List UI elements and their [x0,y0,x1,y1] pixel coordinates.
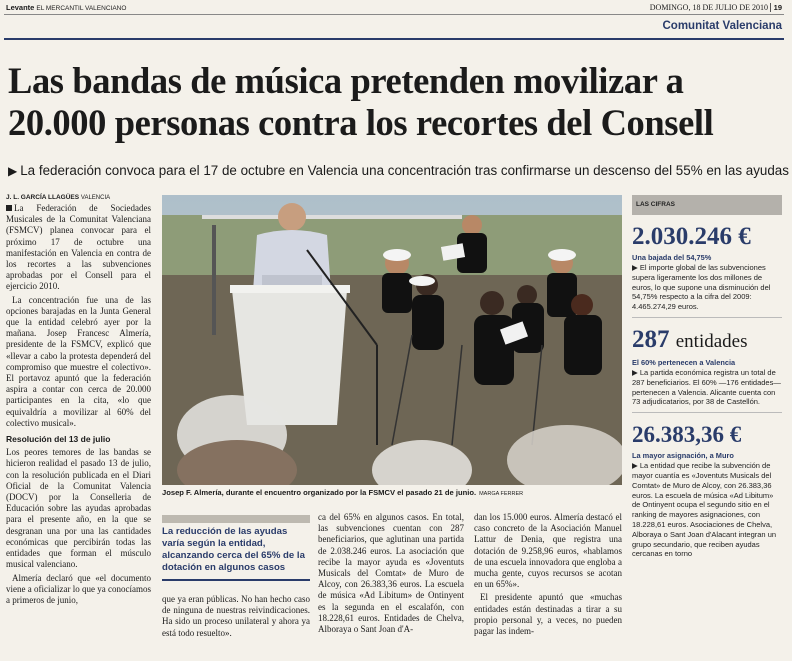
article-column-2 [162,594,310,641]
subheadline: ▶ La federación convoca para el 17 de octubre en Valencia una concentración tras confirmarse un descenso del 55% en las ayudas [8,163,789,178]
figure-subtitle: La mayor asignación, a Muro [632,451,734,461]
headline-line-1: Las bandas de música pretenden movilizar a [8,60,684,101]
newspaper-subtitle: EL MERCANTIL VALENCIANO [36,5,127,12]
article-photo [162,195,622,485]
figure-entities: 287 entidades [632,325,748,353]
pull-quote [162,515,310,581]
issue-date: DOMINGO, 18 DE JULIO DE 2010 [649,3,768,12]
figure-text: ▶ La partida económica registra un total de 287 beneficiarios. El 60% —176 entidades— pertenecen a Valencia. Alicante cuenta con 73 adjudicatarios, por 38 de Castellón. [632,367,781,407]
paragraph: El presidente apuntó que «muchas entidades están destinadas a tirar a su propio personal y, a veces, no pueden pagar las indem- [474,592,622,637]
section-title: Comunitat Valenciana [662,20,782,32]
article-column-3 [318,512,464,637]
play-arrow-icon: ▶ [632,461,640,471]
byline: J. L. GARCÍA LLAGÜES VALENCIA [6,194,111,201]
paragraph: Los peores temores de las bandas se hicieron realidad el pasado 13 de julio, con la resolución publicada en el Diari Oficial de la Comunitat Valencia (DOCV) por la Conselleria de Educación sobre las ayudas aprobadas para el presente año, en la que se desgranan una por una las cantidades económicas que percibirán todas las entidades que forman el músculo musical valenciano. [6,447,151,570]
article-column-1 [6,203,151,608]
pull-quote-text: La reducción de las ayudas varía según la entidad, alcanzando cerca del 65% de la dotación en algunos casos [162,526,305,573]
figure-total-amount: 2.030.246 € [632,223,751,250]
paragraph: ca del 65% en algunos casos. En total, las subvenciones cuentan con 287 beneficiarios, que aglutinan una partida de 2.038.246 euros. La asociación que recibe la mayor ayuda es «Joventuts Musicals del Comtat» de Muro de Alcoy, con 26.383,36 euros. La escuela de música «Ad Libitum» de Ontinyent es la segunda en el escalafón, con 18.228,61 euros. Entidades de Chelva, Alboraya o Sant Joan d'A- [318,512,464,635]
square-bullet-icon [6,205,12,211]
figure-subtitle: El 60% pertenecen a Valencia [632,357,736,367]
pull-quote-rule [162,579,310,581]
page-number: 19 [770,3,782,12]
photo-credit: MARGA FERRER [479,491,524,497]
sidebar-header: LAS CIFRAS [632,195,782,215]
paragraph: La concentración fue una de las opciones barajadas en la Junta General que la entidad celebró ayer por la mañana. Josep Francesc Almería, presidente de la FSMCV, explicó que «llevar a cabo la protesta dependerá del compromiso que muestre el colectivo». El portavoz apuntó que la federación aspira a contar con cerca de 20.000 participantes en la cita, «lo que equivaldría a movilizar al 60% del colectivo musical». [6,294,151,428]
page-header [4,2,788,14]
article-column-4 [474,512,622,639]
divider [632,412,782,413]
photo-illustration [162,195,622,485]
paragraph: que ya eran públicas. No han hecho caso de ninguna de nuestras reivindicaciones. Ha sido un proceso unilateral y ahora ya está todo resuelto». [162,594,310,638]
section-rule [4,38,784,40]
figures-sidebar [632,195,782,559]
paragraph: Almería declaró que «el documento viene a oficializar lo que ya conocíamos a primeros de junio, [6,572,151,605]
headline [8,60,788,144]
paragraph: La Federación de Sociedades Musicales de la Comunitat Valenciana (FSMCV) planea convocar para el próximo 17 de octubre una manifestación en Valencia en contra de los recortes a las subvenciones aprobadas por el Consell para el ejercicio 2010. [6,203,151,292]
figure-largest-grant: 26.383,36 € [632,422,742,448]
newspaper-brand: Levante EL MERCANTIL VALENCIANO [6,3,127,12]
header-rule [4,14,784,15]
photo-caption: Josep F. Almería, durante el encuentro organizado por la FSMCV el pasado 21 de junio. MARGA FERRER [162,488,524,497]
pull-quote-bar [162,515,310,523]
figure-text: ▶ El importe global de las subvenciones supera ligeramente los dos millones de euros, lo que supone una disminución del 54,75% respecto a la cifra del 2009: 4.465.274,29 euros. [632,263,771,312]
play-arrow-icon: ▶ [632,367,640,377]
byline-location: VALENCIA [80,195,111,201]
play-arrow-icon: ▶ [8,164,18,178]
paragraph: dan los 15.000 euros. Almería destacó el caso concreto de la Asociación Manuel Lattur de Denia, que registra una dotación de 9.258,96 euros, «hablamos de una escuela innovadora que engloba a mucha gente, cuyos recursos se acotan en un 65%». [474,512,622,590]
figure-text: ▶ La entidad que recibe la subvención de mayor cuantía es «Joventuts Musicals del Comtat» de Muro de Alcoy, con 26.383,36 euros. La escuela de música «Ad Libitum» de Ontinyent ocupa el segundo sitio en el ranking de mayores asignaciones, con 18.228,61 euros. Asociaciones de Chelva, Alboraya o Sant Joan d'Alacant integran un grupo secundario, que reciben ayudas cercanas en torno [632,461,777,559]
figure-unit: entidades [675,330,748,352]
headline-line-2: 20.000 personas contra los recortes del Consell [8,102,714,143]
divider [632,317,782,318]
figure-subtitle: Una bajada del 54,75% [632,253,712,262]
inline-subtitle: Resolución del 13 de julio [6,434,111,445]
play-arrow-icon: ▶ [632,263,640,272]
